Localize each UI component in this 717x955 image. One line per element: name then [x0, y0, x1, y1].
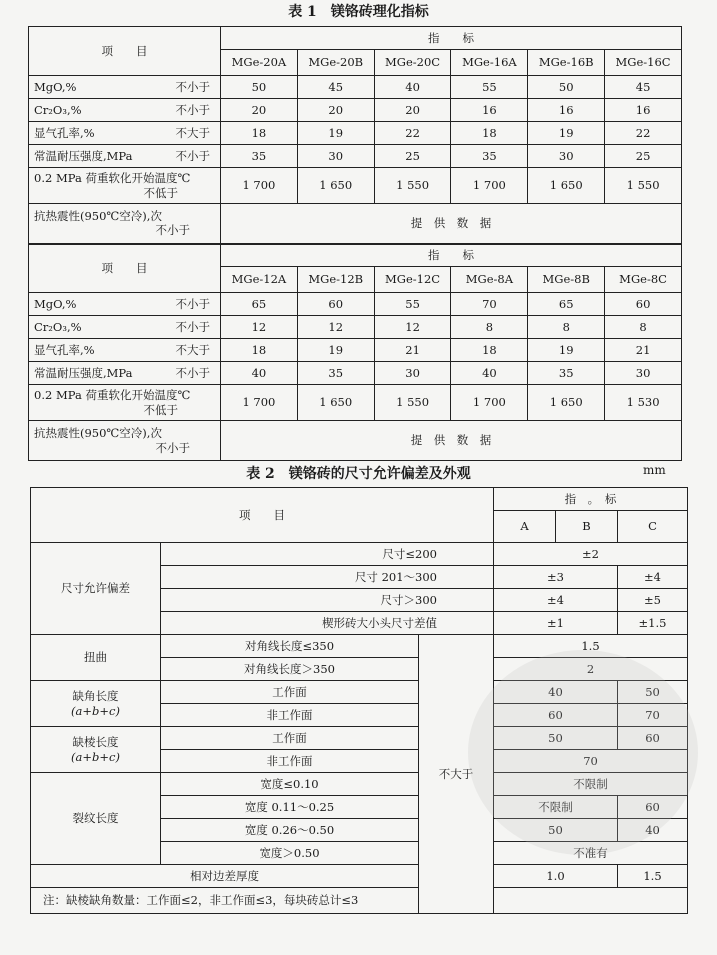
property-condition: 不小于 [175, 148, 210, 163]
property-label [29, 293, 221, 316]
edge-row-value: 70 [494, 750, 688, 773]
crack-row-value: 不限制 [494, 796, 618, 819]
corner-row-value: 40 [494, 681, 618, 704]
property-name: 常温耐压强度,MPa [34, 365, 133, 380]
index-value: 30 [605, 362, 682, 385]
grade-header: MGe-16A [451, 50, 528, 76]
edge-row-value-c: 60 [618, 727, 688, 750]
property-condition: 不大于 [175, 342, 210, 357]
property-label [29, 145, 221, 168]
grade-header: MGe-20A [221, 50, 298, 76]
size-row-value: ±1 [494, 612, 618, 635]
twist-row-value: 2 [494, 658, 688, 681]
thermal-shock-value: 提 供 数 据 [221, 421, 682, 461]
property-name: Cr₂O₃,% [34, 319, 82, 334]
index-value: 1 700 [451, 168, 528, 204]
edge-thickness-diff-value-c: 1.5 [618, 865, 688, 888]
index-value: 35 [528, 362, 605, 385]
index-value: 19 [297, 339, 374, 362]
index-value: 1 650 [297, 385, 374, 421]
index-value: 18 [221, 339, 298, 362]
property-label-row [34, 320, 218, 334]
col-b-header: B [556, 511, 618, 543]
twist-row-value: 1.5 [494, 635, 688, 658]
index-value: 16 [528, 99, 605, 122]
size-tolerance-label: 尺寸允许偏差 [31, 543, 161, 635]
index-value: 1 650 [528, 168, 605, 204]
property-label-row [34, 297, 218, 311]
index-value: 16 [451, 99, 528, 122]
property-label [29, 168, 221, 204]
physicochemical-index-table [28, 26, 682, 461]
index-value: 1 650 [528, 385, 605, 421]
index-value: 40 [221, 362, 298, 385]
edge-row-label: 工作面 [161, 727, 419, 750]
property-condition: 不小于 [175, 79, 210, 94]
index-value: 8 [605, 316, 682, 339]
corner-row-value-c: 50 [618, 681, 688, 704]
grade-header: MGe-12A [221, 267, 298, 293]
index-value: 30 [528, 145, 605, 168]
property-label [29, 385, 221, 421]
index-value: 55 [374, 293, 451, 316]
index-value: 60 [605, 293, 682, 316]
thermal-shock-label [29, 204, 221, 244]
index-value: 55 [451, 76, 528, 99]
property-label-row [34, 366, 218, 380]
property-condition: 不低于 [143, 185, 178, 200]
index-value: 40 [451, 362, 528, 385]
index-value: 1 700 [221, 168, 298, 204]
index-value: 1 550 [374, 385, 451, 421]
index-value: 50 [528, 76, 605, 99]
size-row-label: 尺寸≤200 [161, 543, 494, 566]
index-value: 1 700 [451, 385, 528, 421]
index-value: 35 [451, 145, 528, 168]
index-value: 30 [297, 145, 374, 168]
index-value: 25 [374, 145, 451, 168]
thermal-shock-condition: 不小于 [155, 223, 190, 238]
index-value: 22 [605, 122, 682, 145]
index-value: 19 [297, 122, 374, 145]
property-label-row [34, 103, 218, 117]
edge-thickness-diff-value: 1.0 [494, 865, 618, 888]
index-header: 指 标 [221, 244, 682, 267]
property-label [29, 339, 221, 362]
grade-header: MGe-16C [605, 50, 682, 76]
edge-missing-title: 缺棱长度 [72, 735, 119, 750]
index-value: 16 [605, 99, 682, 122]
property-name: 0.2 MPa 荷重软化开始温度℃ [34, 171, 191, 186]
item-header: 项 目 [29, 27, 221, 76]
size-row-value-c: ±4 [618, 566, 688, 589]
property-label-row [34, 80, 218, 94]
twist-label: 扭曲 [31, 635, 161, 681]
index-value: 19 [528, 339, 605, 362]
col-a-header: A [494, 511, 556, 543]
index-value: 18 [451, 122, 528, 145]
index-value: 65 [528, 293, 605, 316]
property-label [29, 122, 221, 145]
size-row-value: ±4 [494, 589, 618, 612]
corner-row-value-c: 70 [618, 704, 688, 727]
corner-row-label: 工作面 [161, 681, 419, 704]
property-label-row [34, 149, 218, 163]
index-value: 18 [221, 122, 298, 145]
index-value: 35 [221, 145, 298, 168]
thermal-shock-name: 抗热震性(950℃空冷),次 [34, 426, 162, 441]
col-c-header: C [618, 511, 688, 543]
property-condition: 不小于 [175, 102, 210, 117]
grade-header: MGe-16B [528, 50, 605, 76]
index-value: 1 550 [374, 168, 451, 204]
property-condition: 不低于 [143, 402, 178, 417]
index-value: 21 [374, 339, 451, 362]
crack-row-value-c: 40 [618, 819, 688, 842]
index-value: 22 [374, 122, 451, 145]
index-value: 45 [605, 76, 682, 99]
property-label [29, 99, 221, 122]
grade-header: MGe-8A [451, 267, 528, 293]
crack-row-value: 50 [494, 819, 618, 842]
property-label [29, 362, 221, 385]
index-value: 18 [451, 339, 528, 362]
property-label-row [34, 343, 218, 357]
corner-missing-label [31, 681, 161, 727]
crack-row-label: 宽度＞0.50 [161, 842, 419, 865]
edge-row-value: 50 [494, 727, 618, 750]
grade-header: MGe-20B [297, 50, 374, 76]
edge-missing-label [31, 727, 161, 773]
grade-header: MGe-20C [374, 50, 451, 76]
size-row-label: 尺寸 201～300 [161, 566, 494, 589]
grade-header: MGe-8B [528, 267, 605, 293]
crack-row-label: 宽度≤0.10 [161, 773, 419, 796]
grade-header: MGe-12C [374, 267, 451, 293]
table2-caption: 表 2 镁铬砖的尺寸允许偏差及外观 [246, 466, 471, 482]
property-name: MgO,% [34, 296, 77, 311]
thermal-shock-condition: 不小于 [155, 440, 190, 455]
index-value: 1 650 [297, 168, 374, 204]
property-condition: 不小于 [175, 365, 210, 380]
index-value: 12 [221, 316, 298, 339]
crack-row-value-c: 60 [618, 796, 688, 819]
index-value: 35 [297, 362, 374, 385]
corner-missing-formula: (a+b+c) [71, 703, 120, 718]
not-greater-label: 不大于 [419, 635, 494, 914]
property-name: 显气孔率,% [34, 125, 95, 140]
index-value: 19 [528, 122, 605, 145]
index-value: 1 550 [605, 168, 682, 204]
corner-row-value: 60 [494, 704, 618, 727]
crack-length-label: 裂纹长度 [31, 773, 161, 865]
property-name: Cr₂O₃,% [34, 102, 82, 117]
index-value: 65 [221, 293, 298, 316]
property-condition: 不小于 [175, 319, 210, 334]
property-name: MgO,% [34, 79, 77, 94]
property-condition: 不大于 [175, 125, 210, 140]
size-row-label: 尺寸＞300 [161, 589, 494, 612]
edge-missing-formula: (a+b+c) [71, 749, 120, 764]
index-value: 45 [297, 76, 374, 99]
index-value: 8 [451, 316, 528, 339]
property-label [29, 76, 221, 99]
index-value: 30 [374, 362, 451, 385]
index-value: 70 [451, 293, 528, 316]
property-name: 显气孔率,% [34, 342, 95, 357]
size-row-label: 楔形砖大小头尺寸差值 [161, 612, 494, 635]
table1-caption: 表 1 镁铬砖理化指标 [288, 4, 429, 20]
property-name: 0.2 MPa 荷重软化开始温度℃ [34, 388, 191, 403]
size-row-value: ±3 [494, 566, 618, 589]
crack-row-value: 不限制 [494, 773, 688, 796]
property-label [29, 316, 221, 339]
corner-row-label: 非工作面 [161, 704, 419, 727]
thermal-shock-name: 抗热震性(950℃空冷),次 [34, 208, 162, 223]
table2-item-header: 项 目 [31, 488, 494, 543]
size-row-value-c: ±1.5 [618, 612, 688, 635]
grade-header: MGe-8C [605, 267, 682, 293]
index-value: 1 700 [221, 385, 298, 421]
twist-row-label: 对角线长度≤350 [161, 635, 419, 658]
table2-index-header: 指 。 标 [494, 488, 688, 511]
index-header: 指 标 [221, 27, 682, 50]
property-name: 常温耐压强度,MPa [34, 148, 133, 163]
thermal-shock-label [29, 421, 221, 461]
index-value: 12 [297, 316, 374, 339]
table2-note: 注：缺棱缺角数量：工作面≤2，非工作面≤3，每块砖总计≤3 [31, 888, 688, 914]
index-value: 12 [374, 316, 451, 339]
index-value: 8 [528, 316, 605, 339]
index-value: 20 [297, 99, 374, 122]
property-label-row [34, 126, 218, 140]
index-value: 1 530 [605, 385, 682, 421]
index-value: 40 [374, 76, 451, 99]
twist-row-label: 对角线长度＞350 [161, 658, 419, 681]
crack-row-value: 不准有 [494, 842, 688, 865]
index-value: 25 [605, 145, 682, 168]
item-header: 项 目 [29, 244, 221, 293]
property-condition: 不小于 [175, 296, 210, 311]
index-value: 20 [374, 99, 451, 122]
edge-row-label: 非工作面 [161, 750, 419, 773]
size-row-value: ±2 [494, 543, 688, 566]
grade-header: MGe-12B [297, 267, 374, 293]
size-tolerance-table [30, 487, 688, 914]
thermal-shock-value: 提 供 数 据 [221, 204, 682, 244]
index-value: 50 [221, 76, 298, 99]
edge-thickness-diff-label: 相对边差厚度 [31, 865, 419, 888]
corner-missing-title: 缺角长度 [72, 689, 119, 704]
index-value: 21 [605, 339, 682, 362]
crack-row-label: 宽度 0.11～0.25 [161, 796, 419, 819]
index-value: 60 [297, 293, 374, 316]
table2-unit: mm [643, 463, 666, 477]
size-row-value-c: ±5 [618, 589, 688, 612]
crack-row-label: 宽度 0.26～0.50 [161, 819, 419, 842]
index-value: 20 [221, 99, 298, 122]
